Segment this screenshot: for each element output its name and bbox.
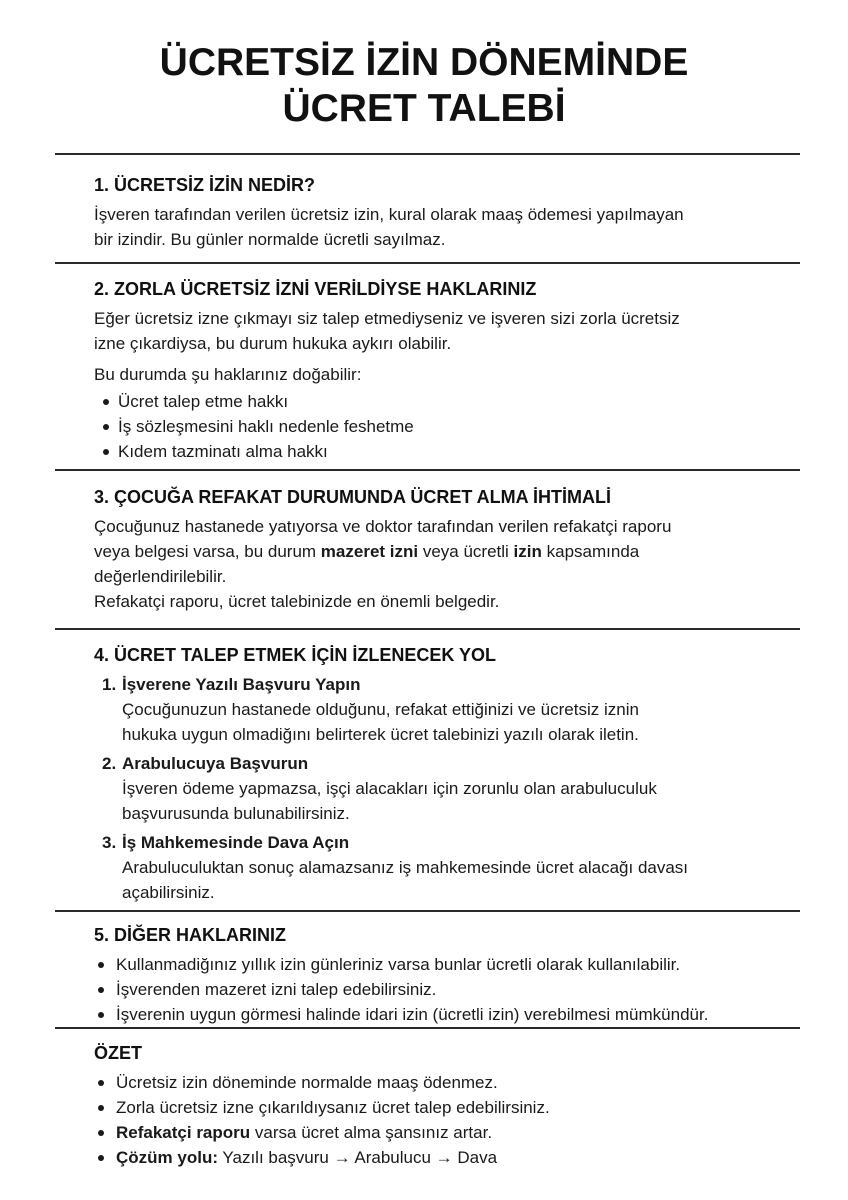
section-3-note: Refakatçi raporu, ücret talebinizde en önemli belgedir. bbox=[94, 592, 500, 611]
list-item: Ücretsiz izin döneminde normalde maaş ödenmez. bbox=[94, 1070, 794, 1095]
title-line-2: ÜCRET TALEBİ bbox=[282, 87, 566, 130]
section-3-text-line-1: Çocuğunuz hastanede yatıyorsa ve doktor tarafından verilen refakatçi raporu bbox=[94, 517, 672, 536]
list-item: Ücret talep etme hakkı bbox=[94, 389, 794, 414]
step-item bbox=[94, 672, 794, 747]
section-5 bbox=[94, 922, 814, 1027]
section-2-rights-list bbox=[94, 389, 794, 464]
section-3-heading: 3. ÇOCUĞA REFAKAT DURUMUNDA ÜCRET ALMA İHTİMALİ bbox=[94, 487, 611, 507]
summary-list bbox=[94, 1070, 794, 1170]
section-2-text-line-2: izne çıkardiysa, bu durum hukuka aykırı olabilir. bbox=[94, 334, 452, 353]
section-3 bbox=[94, 484, 794, 614]
step-text-line-1: Çocuğunuzun hastanede olduğunu, refakat ettiğinizi ve ücretsiz iznin bbox=[122, 700, 639, 719]
list-item: Kullanmadiğınız yıllık izin günleriniz varsa bunlar ücretli olarak kullanılabilir. bbox=[94, 952, 814, 977]
section-1-text-line-2: bir izindir. Bu günler normalde ücretli sayılmaz. bbox=[94, 230, 446, 249]
section-2-text-line-1: Eğer ücretsiz izne çıkmayı siz talep etmediyseniz ve işveren sizi zorla ücretsiz bbox=[94, 309, 680, 328]
list-item: İş sözleşmesini haklı nedenle feshetme bbox=[94, 414, 794, 439]
section-4-heading: 4. ÜCRET TALEP ETMEK İÇİN İZLENECEK YOL bbox=[94, 645, 497, 665]
divider bbox=[55, 153, 800, 155]
divider bbox=[55, 910, 800, 912]
step-number: 2. bbox=[102, 754, 117, 773]
step-text-line-2: hukuka uygun olmadiğını belirterek ücret talebinizi yazılı olarak iletin. bbox=[122, 725, 639, 744]
section-1-heading: 1. ÜCRETSİZ İZİN NEDİR? bbox=[94, 175, 316, 195]
section-2 bbox=[94, 276, 794, 464]
step-title: İş Mahkemesinde Dava Açın bbox=[122, 833, 350, 852]
summary-heading: ÖZET bbox=[94, 1043, 142, 1063]
list-item: İşverenden mazeret izni talep edebilirsiniz. bbox=[94, 977, 814, 1002]
izin-emphasis: izin bbox=[513, 542, 542, 561]
list-item: Çözüm yolu: Yazılı başvuru → Arabulucu → Dava bbox=[94, 1145, 794, 1170]
divider bbox=[55, 469, 800, 471]
step-number: 1. bbox=[102, 675, 117, 694]
list-item: Kıdem tazminatı alma hakkı bbox=[94, 439, 794, 464]
mazeret-izni-emphasis: mazeret izni bbox=[320, 542, 419, 561]
section-2-intro: Bu durumda şu haklarınız doğabilir: bbox=[94, 365, 362, 384]
section-4 bbox=[94, 642, 794, 909]
step-text-line-1: Arabuluculuktan sonuç alamazsanız iş mahkemesinde ücret alacağı davası bbox=[122, 858, 689, 877]
divider bbox=[55, 628, 800, 630]
list-item: Refakatçi raporu varsa ücret alma şansınız artar. bbox=[94, 1120, 794, 1145]
step-text-line-1: İşveren ödeme yapmazsa, işçi alacakları için zorunlu olan arabuluculuk bbox=[122, 779, 657, 798]
step-text-line-2: başvurusunda bulunabilirsiniz. bbox=[122, 804, 350, 823]
step-number: 3. bbox=[102, 833, 117, 852]
section-3-text-line-3: değerlendirilebilir. bbox=[94, 567, 227, 586]
divider bbox=[55, 1027, 800, 1029]
summary-section bbox=[94, 1040, 794, 1170]
section-1-text-line-1: İşveren tarafından verilen ücretsiz izin, kural olarak maaş ödemesi yapılmayan bbox=[94, 205, 684, 224]
section-1 bbox=[94, 172, 794, 252]
step-item bbox=[94, 830, 794, 905]
step-text-line-2: açabilirsiniz. bbox=[122, 883, 215, 902]
list-item: İşverenin uygun görmesi halinde idari izin (ücretli izin) verebilmesi mümkündür. bbox=[94, 1002, 814, 1027]
divider bbox=[55, 262, 800, 264]
cozum-yolu-label: Çözüm yolu: bbox=[116, 1148, 218, 1167]
step-title: Arabulucuya Başvurun bbox=[122, 754, 309, 773]
step-title: İşverene Yazılı Başvuru Yapın bbox=[122, 675, 361, 694]
list-item: Zorla ücretsiz izne çıkarıldıysanız ücret talep edebilirsiniz. bbox=[94, 1095, 794, 1120]
steps-list bbox=[94, 672, 794, 905]
section-5-heading: 5. DİĞER HAKLARINIZ bbox=[94, 925, 287, 945]
section-5-list bbox=[94, 952, 814, 1027]
title-line-1: ÜCRETSİZ İZİN DÖNEMİNDE bbox=[159, 41, 689, 84]
step-item bbox=[94, 751, 794, 826]
refakatci-raporu-emphasis: Refakatçi raporu bbox=[116, 1123, 251, 1142]
page-title bbox=[0, 40, 848, 132]
section-2-heading: 2. ZORLA ÜCRETSİZ İZNİ VERİLDİYSE HAKLARINIZ bbox=[94, 279, 537, 299]
section-3-text-line-2: veya belgesi varsa, bu durum mazeret izni veya ücretli izin kapsamında bbox=[94, 542, 640, 561]
